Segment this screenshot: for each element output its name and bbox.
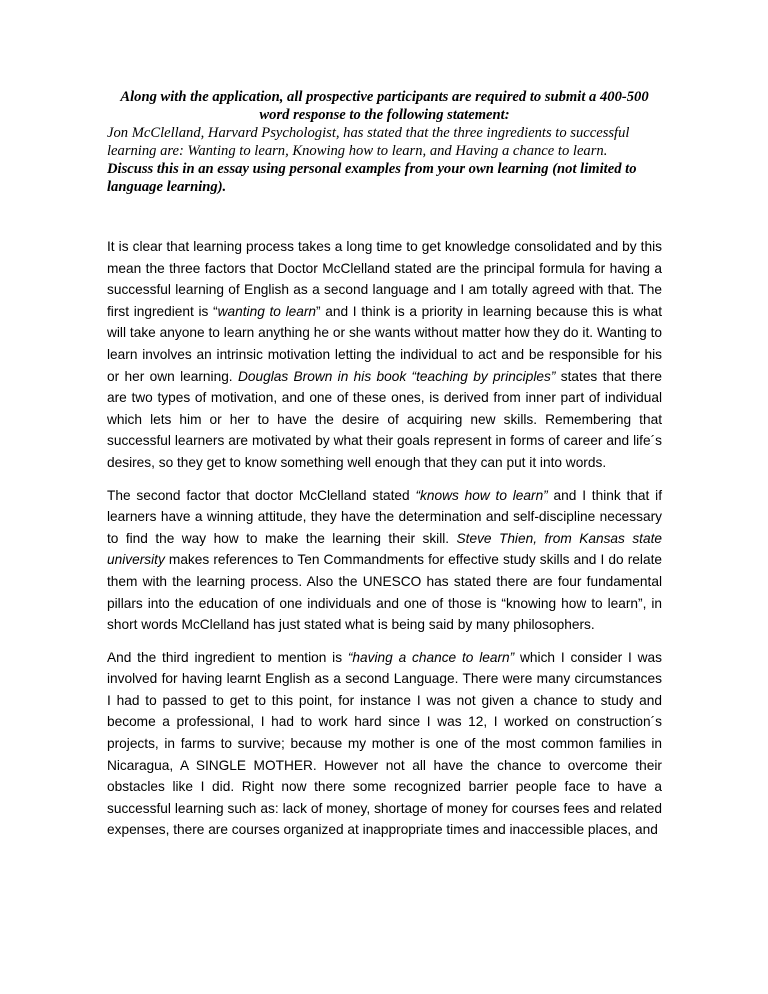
essay-paragraph-1 <box>107 236 662 474</box>
prompt-quote: Jon McClelland, Harvard Psychologist, has stated that the three ingredients to successful learning are: Wanting to learn, Knowing how to learn, and Having a chance to learn. <box>107 125 630 159</box>
p1-italic-b: wanting to learn <box>217 303 317 319</box>
essay-paragraph-2 <box>107 485 662 636</box>
p1-text-e: states that there are two types of motivation, and one of these ones, is derived from inner part of individual which lets him or her to have the desire of acquiring new skills. Remembering that successful learners are motivated by what their goals represent in forms of career and life´s desires, so they get to know something well enough that they can put it into words. <box>107 368 662 470</box>
essay-prompt <box>107 88 662 196</box>
prompt-instruction: Discuss this in an essay using personal examples from your own learning (not limited to language learning). <box>107 161 637 195</box>
essay-paragraph-3 <box>107 647 662 841</box>
p2-italic-d: Steve Thien, from Kansas state university <box>107 530 662 568</box>
p2-italic-b: “knows how to learn” <box>415 487 548 503</box>
p2-text-e: makes references to Ten Commandments for effective study skills and I do relate them with the learning process. Also the UNESCO has stated there are four fundamental pillars into the education of one individuals and one of those is “knowing how to learn”, in short words McClelland has just stated what is being said by many philosophers. <box>107 552 662 633</box>
p3-text-c: which I consider I was involved for having learnt English as a second Language. There were many circumstances I had to passed to get to this point, for instance I was not given a chance to study and become a professional, I had to work hard since I was 12, I worked on construction´s projects, in farms to survive; because my mother is one of the most common families in Nicaragua, A SINGLE MOTHER. However not all have the chance to overcome their obstacles like I did. Right now there some recognized barrier people face to have a successful learning such as: lack of money, shortage of money for courses fees and related expenses, there are courses organized at inappropriate times and inaccessible places, and <box>107 649 662 838</box>
p2-text-a: The second factor that doctor McClelland stated <box>107 487 416 503</box>
p1-italic-d: Douglas Brown in his book “teaching by principles” <box>237 368 556 384</box>
prompt-heading: Along with the application, all prospective participants are required to submit a 400-500 word response to the following statement: <box>120 89 649 123</box>
p2-text-c: and I think that if learners have a winning attitude, they have the determination and self-discipline necessary to find the way how to make the learning their skill. <box>107 487 662 546</box>
p1-text-a: It is clear that learning process takes a long time to get knowledge consolidated and by this mean the three factors that Doctor McClelland stated are the principal formula for having a successful learning of English as a second language and I am totally agreed with that. The first ingredient is “ <box>107 239 662 319</box>
p1-text-c: ” and I think is a priority in learning because this is what will take anyone to learn anything he or she wants without matter how they do it. Wanting to learn involves an intrinsic motivation letting the individual to act and be responsible for his or her own learning. <box>107 303 662 384</box>
p3-italic-b: “having a chance to learn” <box>347 649 515 665</box>
essay-body <box>107 236 662 852</box>
p3-text-a: And the third ingredient to mention is <box>107 649 348 665</box>
